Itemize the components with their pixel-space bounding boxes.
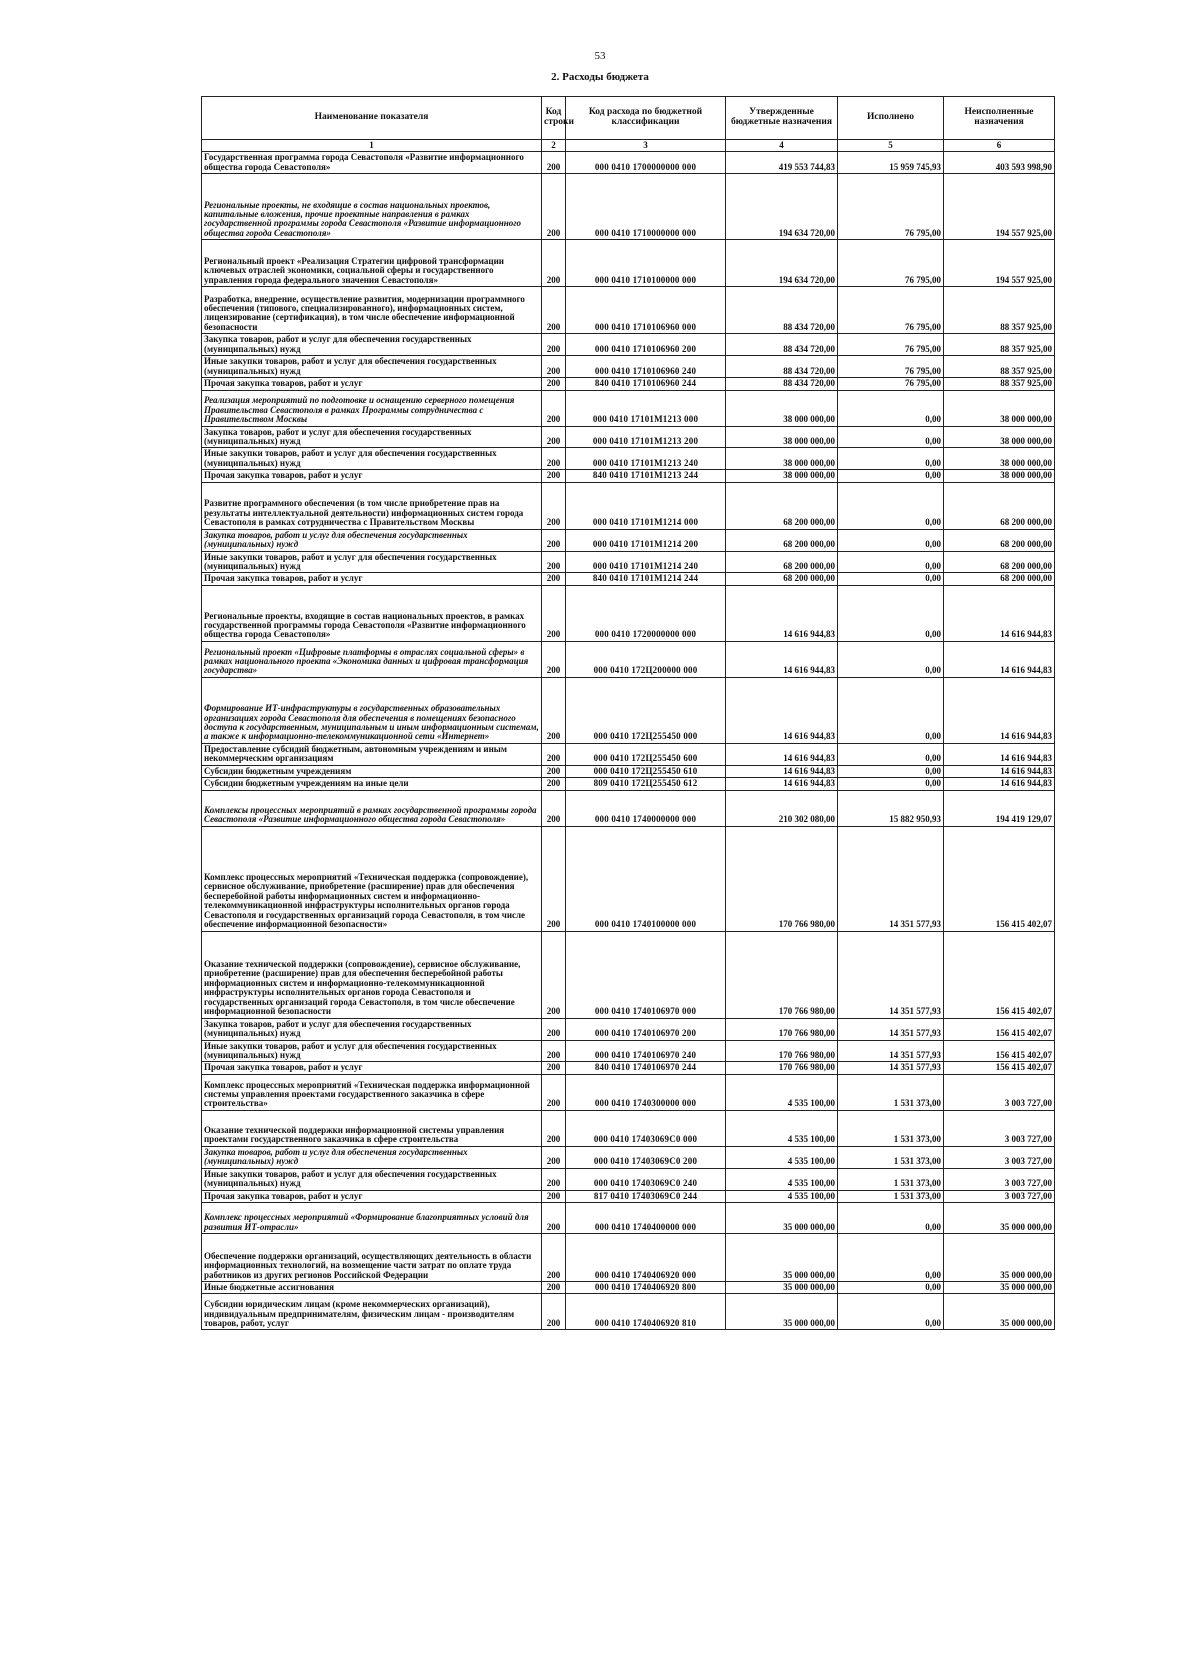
row-executed: 14 351 577,93 <box>838 826 944 931</box>
row-classification-code: 000 0410 1720000000 000 <box>566 585 726 641</box>
row-unexecuted: 14 616 944,83 <box>944 743 1055 765</box>
row-classification-code: 000 0410 17101M1213 200 <box>566 426 726 448</box>
row-executed: 0,00 <box>838 641 944 677</box>
table-row <box>202 470 1055 482</box>
row-unexecuted: 35 000 000,00 <box>944 1282 1055 1294</box>
row-classification-code: 000 0410 1710100000 000 <box>566 240 726 287</box>
row-approved: 14 616 944,83 <box>726 765 838 777</box>
row-executed: 0,00 <box>838 573 944 585</box>
row-executed: 14 351 577,93 <box>838 931 944 1018</box>
table-row <box>202 551 1055 573</box>
row-unexecuted: 403 593 998,90 <box>944 152 1055 174</box>
row-approved: 68 200 000,00 <box>726 551 838 573</box>
row-line-code: 200 <box>542 482 566 529</box>
row-line-code: 200 <box>542 1203 566 1234</box>
row-classification-code: 000 0410 17403069C0 240 <box>566 1168 726 1190</box>
row-unexecuted: 88 357 925,00 <box>944 334 1055 356</box>
row-classification-code: 000 0410 1740106970 000 <box>566 931 726 1018</box>
row-unexecuted: 14 616 944,83 <box>944 585 1055 641</box>
row-executed: 0,00 <box>838 551 944 573</box>
row-unexecuted: 88 357 925,00 <box>944 356 1055 378</box>
row-executed: 1 531 373,00 <box>838 1168 944 1190</box>
row-line-code: 200 <box>542 1062 566 1074</box>
table-row <box>202 1110 1055 1146</box>
row-executed: 0,00 <box>838 529 944 551</box>
table-row <box>202 1190 1055 1202</box>
row-classification-code: 000 0410 1710106960 240 <box>566 356 726 378</box>
row-unexecuted: 156 415 402,07 <box>944 931 1055 1018</box>
row-name: Обеспечение поддержки организаций, осуществляющих деятельность в области информационных технологий, на возмещение части затрат по оплате труда работников из других регионов Российской Федерации <box>202 1234 542 1282</box>
row-executed: 76 795,00 <box>838 240 944 287</box>
table-row <box>202 1234 1055 1282</box>
header-approved: Утвержденные бюджетные назначения <box>726 97 838 140</box>
row-executed: 0,00 <box>838 1282 944 1294</box>
row-name: Разработка, внедрение, осуществление развития, модернизации программного обеспечения (типового, специализированного), информационных систем, лицензирование (сертификация), в том числе обеспечение информационной безопасности <box>202 287 542 334</box>
row-name: Прочая закупка товаров, работ и услуг <box>202 1062 542 1074</box>
row-approved: 88 434 720,00 <box>726 378 838 390</box>
row-classification-code: 840 0410 1740106970 244 <box>566 1062 726 1074</box>
row-unexecuted: 35 000 000,00 <box>944 1294 1055 1330</box>
table-row <box>202 529 1055 551</box>
row-name: Прочая закупка товаров, работ и услуг <box>202 573 542 585</box>
row-line-code: 200 <box>542 931 566 1018</box>
row-classification-code: 000 0410 17403069C0 000 <box>566 1110 726 1146</box>
row-unexecuted: 194 557 925,00 <box>944 174 1055 240</box>
row-approved: 35 000 000,00 <box>726 1203 838 1234</box>
row-line-code: 200 <box>542 1168 566 1190</box>
row-unexecuted: 88 357 925,00 <box>944 378 1055 390</box>
row-line-code: 200 <box>542 1110 566 1146</box>
row-name: Иные бюджетные ассигнования <box>202 1282 542 1294</box>
row-unexecuted: 68 200 000,00 <box>944 482 1055 529</box>
row-name: Реализация мероприятий по подготовке и оснащению серверного помещения Правительства Севастополя в рамках Программы сотрудничества с Правительством Москвы <box>202 390 542 426</box>
row-approved: 35 000 000,00 <box>726 1282 838 1294</box>
row-executed: 1 531 373,00 <box>838 1146 944 1168</box>
row-name: Иные закупки товаров, работ и услуг для обеспечения государственных (муниципальных) нужд <box>202 1040 542 1062</box>
row-unexecuted: 35 000 000,00 <box>944 1234 1055 1282</box>
row-line-code: 200 <box>542 448 566 470</box>
row-classification-code: 000 0410 17101M1213 240 <box>566 448 726 470</box>
row-unexecuted: 38 000 000,00 <box>944 470 1055 482</box>
row-line-code: 200 <box>542 790 566 826</box>
column-number: 1 <box>202 140 542 152</box>
row-executed: 1 531 373,00 <box>838 1190 944 1202</box>
row-approved: 419 553 744,83 <box>726 152 838 174</box>
row-unexecuted: 14 616 944,83 <box>944 778 1055 790</box>
row-executed: 0,00 <box>838 482 944 529</box>
column-number-row <box>202 140 1055 152</box>
row-name: Иные закупки товаров, работ и услуг для обеспечения государственных (муниципальных) нужд <box>202 551 542 573</box>
table-row <box>202 1062 1055 1074</box>
table-body <box>202 152 1055 1330</box>
row-name: Комплекс процессных мероприятий «Техническая поддержка информационной системы управления проектами государственного заказчика в сфере строительства» <box>202 1074 542 1110</box>
row-name: Государственная программа города Севастополя «Развитие информационного общества города Севастополя» <box>202 152 542 174</box>
row-executed: 76 795,00 <box>838 334 944 356</box>
row-name: Региональный проект «Цифровые платформы в отраслях социальной сферы» в рамках национального проекта «Экономика данных и цифровая трансформация государства» <box>202 641 542 677</box>
row-approved: 38 000 000,00 <box>726 426 838 448</box>
row-approved: 88 434 720,00 <box>726 334 838 356</box>
row-classification-code: 000 0410 1740106970 240 <box>566 1040 726 1062</box>
row-executed: 0,00 <box>838 1234 944 1282</box>
table-row <box>202 482 1055 529</box>
row-line-code: 200 <box>542 470 566 482</box>
row-executed: 76 795,00 <box>838 174 944 240</box>
row-line-code: 200 <box>542 641 566 677</box>
row-line-code: 200 <box>542 1234 566 1282</box>
table-row <box>202 585 1055 641</box>
row-classification-code: 000 0410 1710106960 200 <box>566 334 726 356</box>
row-classification-code: 840 0410 1710106960 244 <box>566 378 726 390</box>
row-line-code: 200 <box>542 1018 566 1040</box>
row-approved: 170 766 980,00 <box>726 1062 838 1074</box>
row-approved: 38 000 000,00 <box>726 390 838 426</box>
row-approved: 14 616 944,83 <box>726 641 838 677</box>
row-line-code: 200 <box>542 152 566 174</box>
row-classification-code: 000 0410 1740406920 810 <box>566 1294 726 1330</box>
row-unexecuted: 3 003 727,00 <box>944 1146 1055 1168</box>
row-unexecuted: 3 003 727,00 <box>944 1074 1055 1110</box>
row-name: Оказание технической поддержки информационной системы управления проектами государственного заказчика в сфере строительства <box>202 1110 542 1146</box>
row-approved: 35 000 000,00 <box>726 1294 838 1330</box>
row-line-code: 200 <box>542 677 566 743</box>
row-executed: 15 882 950,93 <box>838 790 944 826</box>
row-approved: 210 302 080,00 <box>726 790 838 826</box>
row-line-code: 200 <box>542 551 566 573</box>
row-unexecuted: 156 415 402,07 <box>944 1062 1055 1074</box>
row-name: Иные закупки товаров, работ и услуг для обеспечения государственных (муниципальных) нужд <box>202 356 542 378</box>
row-approved: 170 766 980,00 <box>726 826 838 931</box>
row-executed: 0,00 <box>838 765 944 777</box>
row-approved: 4 535 100,00 <box>726 1110 838 1146</box>
column-number: 4 <box>726 140 838 152</box>
row-classification-code: 000 0410 1740406920 800 <box>566 1282 726 1294</box>
row-name: Региональный проект «Реализация Стратегии цифровой трансформации ключевых отраслей экономики, социальной сферы и государственного управления города федерального значения Севастополя» <box>202 240 542 287</box>
table-row <box>202 790 1055 826</box>
row-line-code: 200 <box>542 1146 566 1168</box>
row-unexecuted: 38 000 000,00 <box>944 426 1055 448</box>
table-row <box>202 287 1055 334</box>
table-row <box>202 1168 1055 1190</box>
row-unexecuted: 14 616 944,83 <box>944 677 1055 743</box>
row-name: Региональные проекты, не входящие в состав национальных проектов, капитальные вложения, прочие проектные направления в рамках государственной программы города Севастополя «Развитие информационного общества города Севастополя» <box>202 174 542 240</box>
table-row <box>202 1282 1055 1294</box>
row-approved: 170 766 980,00 <box>726 1018 838 1040</box>
table-row <box>202 677 1055 743</box>
row-unexecuted: 14 616 944,83 <box>944 765 1055 777</box>
row-executed: 76 795,00 <box>838 378 944 390</box>
header-unexecuted: Неисполненные назначения <box>944 97 1055 140</box>
row-line-code: 200 <box>542 356 566 378</box>
table-row <box>202 1040 1055 1062</box>
row-name: Субсидии бюджетным учреждениям на иные цели <box>202 778 542 790</box>
row-unexecuted: 3 003 727,00 <box>944 1168 1055 1190</box>
page-number: 53 <box>594 50 606 62</box>
row-line-code: 200 <box>542 240 566 287</box>
row-unexecuted: 38 000 000,00 <box>944 448 1055 470</box>
row-name: Региональные проекты, входящие в состав национальных проектов, в рамках государственной программы города Севастополя «Развитие информационного общества города Севастополя» <box>202 585 542 641</box>
row-executed: 14 351 577,93 <box>838 1040 944 1062</box>
row-line-code: 200 <box>542 334 566 356</box>
row-executed: 76 795,00 <box>838 356 944 378</box>
table-row <box>202 1294 1055 1330</box>
table-row <box>202 1018 1055 1040</box>
row-unexecuted: 68 200 000,00 <box>944 529 1055 551</box>
row-approved: 68 200 000,00 <box>726 573 838 585</box>
row-classification-code: 000 0410 1700000000 000 <box>566 152 726 174</box>
row-unexecuted: 194 557 925,00 <box>944 240 1055 287</box>
table-row <box>202 778 1055 790</box>
row-approved: 68 200 000,00 <box>726 529 838 551</box>
table-row <box>202 378 1055 390</box>
row-line-code: 200 <box>542 1040 566 1062</box>
row-line-code: 200 <box>542 1282 566 1294</box>
row-executed: 0,00 <box>838 426 944 448</box>
row-approved: 88 434 720,00 <box>726 287 838 334</box>
row-line-code: 200 <box>542 529 566 551</box>
row-line-code: 200 <box>542 743 566 765</box>
row-executed: 0,00 <box>838 778 944 790</box>
row-approved: 38 000 000,00 <box>726 470 838 482</box>
row-classification-code: 000 0410 17101M1214 240 <box>566 551 726 573</box>
row-executed: 0,00 <box>838 1294 944 1330</box>
row-classification-code: 000 0410 17101M1213 000 <box>566 390 726 426</box>
row-executed: 15 959 745,93 <box>838 152 944 174</box>
budget-expenses-table <box>201 96 1055 1330</box>
row-line-code: 200 <box>542 1074 566 1110</box>
table-header-row <box>202 97 1055 140</box>
table-row <box>202 1146 1055 1168</box>
row-unexecuted: 68 200 000,00 <box>944 551 1055 573</box>
row-executed: 14 351 577,93 <box>838 1018 944 1040</box>
row-approved: 88 434 720,00 <box>726 356 838 378</box>
row-approved: 14 616 944,83 <box>726 743 838 765</box>
row-line-code: 200 <box>542 1190 566 1202</box>
page-title: 2. Расходы бюджета <box>551 71 649 83</box>
row-classification-code: 000 0410 1710000000 000 <box>566 174 726 240</box>
row-executed: 76 795,00 <box>838 287 944 334</box>
row-unexecuted: 156 415 402,07 <box>944 1018 1055 1040</box>
row-name: Субсидии бюджетным учреждениям <box>202 765 542 777</box>
row-approved: 14 616 944,83 <box>726 585 838 641</box>
row-name: Комплекс процессных мероприятий «Формирование благоприятных условий для развития ИТ-отрасли» <box>202 1203 542 1234</box>
row-unexecuted: 3 003 727,00 <box>944 1110 1055 1146</box>
row-approved: 35 000 000,00 <box>726 1234 838 1282</box>
row-name: Прочая закупка товаров, работ и услуг <box>202 1190 542 1202</box>
row-classification-code: 000 0410 1740406920 000 <box>566 1234 726 1282</box>
column-number: 6 <box>944 140 1055 152</box>
row-line-code: 200 <box>542 826 566 931</box>
table-row <box>202 152 1055 174</box>
row-unexecuted: 3 003 727,00 <box>944 1190 1055 1202</box>
row-executed: 0,00 <box>838 1203 944 1234</box>
row-classification-code: 000 0410 1710106960 000 <box>566 287 726 334</box>
row-approved: 194 634 720,00 <box>726 240 838 287</box>
row-line-code: 200 <box>542 778 566 790</box>
table-row <box>202 826 1055 931</box>
row-approved: 4 535 100,00 <box>726 1168 838 1190</box>
row-unexecuted: 156 415 402,07 <box>944 1040 1055 1062</box>
table-row <box>202 743 1055 765</box>
table-row <box>202 1074 1055 1110</box>
row-name: Развитие программного обеспечения (в том числе приобретение прав на результаты интеллектуальной деятельности) информационных систем города Севастополя в рамках сотрудничества с Правительством Москвы <box>202 482 542 529</box>
row-classification-code: 840 0410 17101M1214 244 <box>566 573 726 585</box>
row-executed: 0,00 <box>838 448 944 470</box>
table-row <box>202 390 1055 426</box>
row-line-code: 200 <box>542 378 566 390</box>
row-executed: 0,00 <box>838 585 944 641</box>
table-row <box>202 240 1055 287</box>
table-row <box>202 356 1055 378</box>
row-classification-code: 817 0410 17403069C0 244 <box>566 1190 726 1202</box>
row-name: Закупка товаров, работ и услуг для обеспечения государственных (муниципальных) нужд <box>202 529 542 551</box>
row-classification-code: 809 0410 172Ц255450 612 <box>566 778 726 790</box>
row-classification-code: 000 0410 1740000000 000 <box>566 790 726 826</box>
row-classification-code: 000 0410 1740400000 000 <box>566 1203 726 1234</box>
column-number: 5 <box>838 140 944 152</box>
row-executed: 1 531 373,00 <box>838 1074 944 1110</box>
table-row <box>202 931 1055 1018</box>
row-classification-code: 000 0410 1740106970 200 <box>566 1018 726 1040</box>
table-row <box>202 448 1055 470</box>
table-row <box>202 426 1055 448</box>
row-name: Закупка товаров, работ и услуг для обеспечения государственных (муниципальных) нужд <box>202 1146 542 1168</box>
row-name: Предоставление субсидий бюджетным, автономным учреждениям и иным некоммерческим организациям <box>202 743 542 765</box>
row-line-code: 200 <box>542 573 566 585</box>
row-line-code: 200 <box>542 585 566 641</box>
row-line-code: 200 <box>542 426 566 448</box>
header-name: Наименование показателя <box>202 97 542 140</box>
row-approved: 4 535 100,00 <box>726 1146 838 1168</box>
row-unexecuted: 156 415 402,07 <box>944 826 1055 931</box>
row-unexecuted: 88 357 925,00 <box>944 287 1055 334</box>
row-unexecuted: 38 000 000,00 <box>944 390 1055 426</box>
row-classification-code: 000 0410 17101M1214 200 <box>566 529 726 551</box>
row-classification-code: 840 0410 17101M1213 244 <box>566 470 726 482</box>
row-name: Оказание технической поддержки (сопровождение), сервисное обслуживание, приобретение (расширение) прав для обеспечения бесперебойной работы информационных систем и информационно-телекоммуникационной инфраструктуры исполнительных органов города Севастополя и государственных организаций города Севастополя, в том числе обеспечение информационной безопасности <box>202 931 542 1018</box>
row-classification-code: 000 0410 172Ц255450 600 <box>566 743 726 765</box>
table-row <box>202 334 1055 356</box>
row-executed: 0,00 <box>838 390 944 426</box>
row-name: Закупка товаров, работ и услуг для обеспечения государственных (муниципальных) нужд <box>202 334 542 356</box>
table-row <box>202 765 1055 777</box>
table-row <box>202 573 1055 585</box>
row-name: Прочая закупка товаров, работ и услуг <box>202 378 542 390</box>
row-name: Закупка товаров, работ и услуг для обеспечения государственных (муниципальных) нужд <box>202 426 542 448</box>
row-line-code: 200 <box>542 765 566 777</box>
header-classification-code: Код расхода по бюджетной классификации <box>566 97 726 140</box>
row-line-code: 200 <box>542 174 566 240</box>
row-approved: 170 766 980,00 <box>726 931 838 1018</box>
row-unexecuted: 194 419 129,07 <box>944 790 1055 826</box>
row-classification-code: 000 0410 17101M1214 000 <box>566 482 726 529</box>
column-number: 2 <box>542 140 566 152</box>
row-executed: 0,00 <box>838 677 944 743</box>
header-line-code: Код строки <box>542 97 566 140</box>
row-approved: 194 634 720,00 <box>726 174 838 240</box>
row-name: Иные закупки товаров, работ и услуг для обеспечения государственных (муниципальных) нужд <box>202 448 542 470</box>
row-classification-code: 000 0410 1740300000 000 <box>566 1074 726 1110</box>
row-approved: 68 200 000,00 <box>726 482 838 529</box>
row-approved: 38 000 000,00 <box>726 448 838 470</box>
row-name: Комплекс процессных мероприятий «Техническая поддержка (сопровождение), сервисное обслуживание, приобретение (расширение) прав для обеспечения бесперебойной работы информационных систем и информационно-телекоммуникационной инфраструктуры исполнительных органов города Севастополя и государственных организаций города Севастополя, в том числе обеспечение информационной безопасности» <box>202 826 542 931</box>
row-classification-code: 000 0410 172Ц200000 000 <box>566 641 726 677</box>
row-name: Иные закупки товаров, работ и услуг для обеспечения государственных (муниципальных) нужд <box>202 1168 542 1190</box>
column-number: 3 <box>566 140 726 152</box>
header-executed: Исполнено <box>838 97 944 140</box>
row-line-code: 200 <box>542 287 566 334</box>
row-executed: 14 351 577,93 <box>838 1062 944 1074</box>
row-approved: 14 616 944,83 <box>726 677 838 743</box>
row-approved: 14 616 944,83 <box>726 778 838 790</box>
row-classification-code: 000 0410 1740100000 000 <box>566 826 726 931</box>
row-classification-code: 000 0410 17403069C0 200 <box>566 1146 726 1168</box>
row-approved: 4 535 100,00 <box>726 1074 838 1110</box>
row-name: Комплексы процессных мероприятий в рамках государственной программы города Севастополя «Развитие информационного общества города Севастополя» <box>202 790 542 826</box>
row-name: Закупка товаров, работ и услуг для обеспечения государственных (муниципальных) нужд <box>202 1018 542 1040</box>
row-approved: 4 535 100,00 <box>726 1190 838 1202</box>
row-name: Формирование ИТ-инфраструктуры в государственных образовательных организациях города Севастополя для обеспечения в помещениях безопасного доступа к государственным, муниципальным и иным информационным системам, а также к информационно-телекоммуникационной сети «Интернет» <box>202 677 542 743</box>
table-row <box>202 641 1055 677</box>
row-line-code: 200 <box>542 1294 566 1330</box>
table-row <box>202 174 1055 240</box>
row-name: Прочая закупка товаров, работ и услуг <box>202 470 542 482</box>
row-classification-code: 000 0410 172Ц255450 000 <box>566 677 726 743</box>
row-unexecuted: 35 000 000,00 <box>944 1203 1055 1234</box>
table-row <box>202 1203 1055 1234</box>
row-classification-code: 000 0410 172Ц255450 610 <box>566 765 726 777</box>
row-line-code: 200 <box>542 390 566 426</box>
row-executed: 1 531 373,00 <box>838 1110 944 1146</box>
row-executed: 0,00 <box>838 743 944 765</box>
row-name: Субсидии юридическим лицам (кроме некоммерческих организаций), индивидуальным предпринимателям, физическим лицам - производителям товаров, работ, услуг <box>202 1294 542 1330</box>
row-approved: 170 766 980,00 <box>726 1040 838 1062</box>
row-unexecuted: 68 200 000,00 <box>944 573 1055 585</box>
row-executed: 0,00 <box>838 470 944 482</box>
row-unexecuted: 14 616 944,83 <box>944 641 1055 677</box>
